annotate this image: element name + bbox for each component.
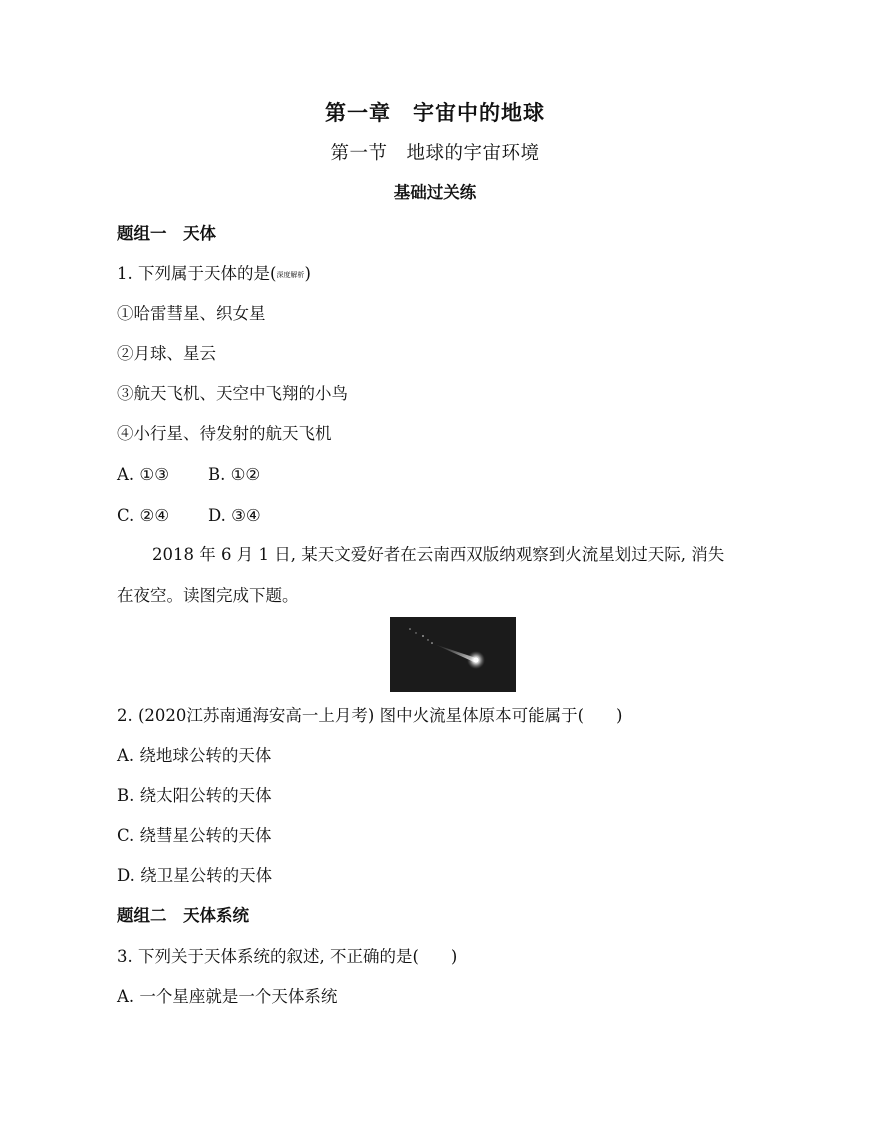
exercise-title: 基础过关练 bbox=[393, 183, 477, 202]
question-3-option-a: A. 一个星座就是一个天体系统 bbox=[117, 987, 338, 1006]
question-1-item-3: ③航天飞机、天空中飞翔的小鸟 bbox=[117, 384, 348, 403]
section-title: 第一节 地球的宇宙环境 bbox=[330, 143, 540, 164]
question-1-item-4: ④小行星、待发射的航天飞机 bbox=[117, 424, 332, 443]
question-2-option-d: D. 绕卫星公转的天体 bbox=[117, 866, 273, 885]
group1-title: 题组一 天体 bbox=[117, 224, 216, 243]
group2-title: 题组二 天体系统 bbox=[117, 906, 249, 925]
question-2-option-c: C. 绕彗星公转的天体 bbox=[117, 826, 272, 845]
question-1-option-c: C. ②④ bbox=[117, 506, 170, 525]
fireball-meteor-photo bbox=[390, 617, 516, 692]
question-2-stem bbox=[117, 706, 622, 726]
question-1-close-paren: ) bbox=[304, 264, 311, 283]
question-1-item-2: ②月球、星云 bbox=[117, 344, 216, 363]
question-1-option-b: B. ①② bbox=[208, 465, 261, 484]
material-line-1: 2018 年 6 月 1 日, 某天文爱好者在云南西双版纳观察到火流星划过天际, 消失 bbox=[152, 545, 725, 564]
question-1-text: 1. 下列属于天体的是( bbox=[117, 264, 277, 283]
question-3-close-paren: ) bbox=[450, 947, 458, 966]
question-2-option-a: A. 绕地球公转的天体 bbox=[117, 746, 272, 765]
question-1-stem bbox=[117, 264, 311, 285]
question-2-close-paren: ) bbox=[616, 706, 623, 725]
depth-analysis-tag: 深度解析 bbox=[276, 271, 305, 279]
question-2-text: 2. (2020江苏南通海安高一上月考) 图中火流星体原本可能属于( bbox=[117, 706, 585, 725]
question-3-stem bbox=[117, 947, 457, 967]
question-1-option-d: D. ③④ bbox=[208, 506, 261, 525]
material-line-2: 在夜空。读图完成下题。 bbox=[117, 586, 299, 605]
question-3-text: 3. 下列关于天体系统的叙述, 不正确的是( bbox=[117, 947, 419, 966]
question-2-option-b: B. 绕太阳公转的天体 bbox=[117, 786, 272, 805]
question-1-option-a: A. ①③ bbox=[117, 465, 169, 484]
fireball-meteor-illustration bbox=[390, 617, 516, 692]
question-1-item-1: ①哈雷彗星、织女星 bbox=[117, 304, 266, 323]
chapter-title: 第一章 宇宙中的地球 bbox=[325, 100, 545, 125]
